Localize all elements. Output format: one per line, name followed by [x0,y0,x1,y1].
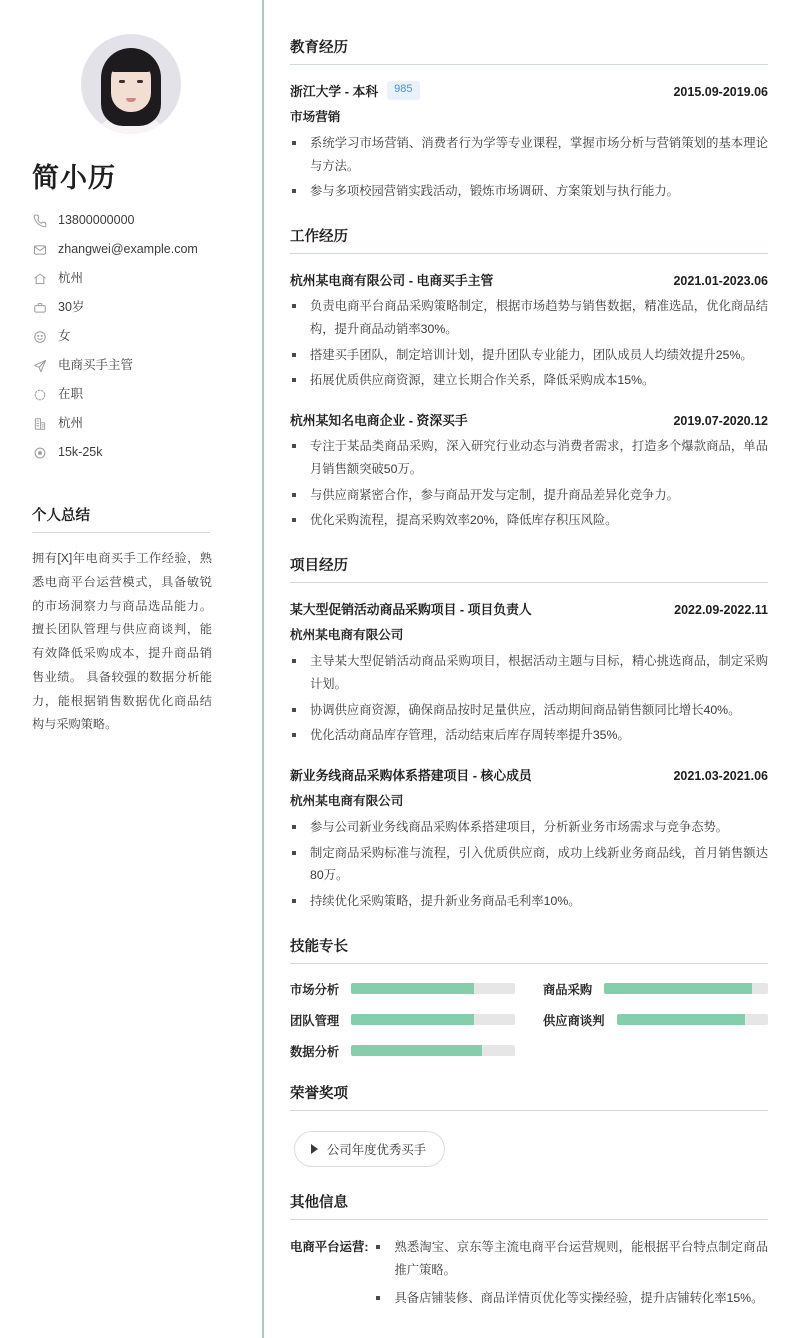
target-icon [32,445,47,460]
avatar-eye-left [119,80,125,83]
contact-value-location: 杭州 [58,271,84,285]
list-item: 搭建买手团队，制定培训计划，提升团队专业能力，团队成员人均绩效提升25%。 [290,344,768,367]
project-bullets [290,650,768,747]
skill-track [617,1014,769,1025]
work-title: 工作经历 [290,225,768,254]
project-name: 新业务线商品采购体系搭建项目 - 核心成员 [290,768,532,784]
skill-label: 市场分析 [290,982,340,997]
work-entry-head [290,410,768,429]
skill-row-product-purchasing [543,980,768,998]
list-item: 参与多项校园营销实践活动，锻炼市场调研、方案策划与执行能力。 [290,180,768,203]
refresh-icon [32,387,47,402]
project-entry-head [290,765,768,784]
skills-section [290,935,768,1060]
skill-label: 供应商谈判 [543,1013,605,1028]
work-bullets [290,435,768,532]
work-bullets [290,295,768,392]
work-position: 杭州某电商有限公司 - 电商买手主管 [290,273,494,289]
list-item: 制定商品采购标准与流程，引入优质供应商，成功上线新业务商品线，首月销售额达80万。 [290,842,768,887]
home-icon [32,271,47,286]
education-title: 教育经历 [290,36,768,65]
list-item: 优化采购流程，提高采购效率20%，降低库存积压风险。 [290,509,768,532]
contact-value-salary: 15k-25k [58,445,103,459]
contact-item-status [32,387,234,402]
skills-title: 技能专长 [290,935,768,964]
skill-label: 商品采购 [543,982,593,997]
work-entry [290,270,768,392]
project-entry [290,765,768,913]
sidebar [0,0,264,1338]
honor-tag[interactable] [294,1131,445,1167]
contact-item-location [32,271,234,286]
education-section [290,36,768,203]
skill-track [604,983,768,994]
contact-item-salary [32,445,234,460]
skill-row-data-analysis [290,1042,515,1060]
contact-item-phone [32,213,234,228]
avatar-eye-right [137,80,143,83]
list-item: 专注于某品类商品采购，深入研究行业动态与消费者需求，打造多个爆款商品，单品月销售额突破50万。 [290,435,768,480]
list-item: 主导某大型促销活动商品采购项目，根据活动主题与目标，精心挑选商品，制定采购计划。 [290,650,768,695]
list-item: 熟悉淘宝、京东等主流电商平台运营规则，能根据平台特点制定商品推广策略。 [374,1236,768,1281]
projects-title: 项目经历 [290,554,768,583]
skill-track [351,1014,515,1025]
skill-track [351,1045,515,1056]
list-item: 具备店铺装修、商品详情页优化等实操经验，提升店铺转化率15%。 [374,1287,768,1310]
envelope-icon [32,242,47,257]
list-item: 协调供应商资源，确保商品按时足量供应，活动期间商品销售额同比增长40%。 [290,699,768,722]
work-entry [290,410,768,532]
skill-track [351,983,515,994]
skill-fill [351,983,474,994]
building-icon [32,416,47,431]
work-position: 杭州某知名电商企业 - 资深买手 [290,413,468,429]
smiley-icon [32,329,47,344]
contact-value-email: zhangwei@example.com [58,242,198,256]
summary-text: 拥有[X]年电商买手工作经验，熟悉电商平台运营模式，具备敏锐的市场洞察力与商品选品能力。 擅长团队管理与供应商谈判，能有效降低采购成本，提升商品销售业绩。 具备较强的数据分析能力，能根据销售数据优化商品结构与采购策略。 [32,551,212,732]
education-school: 浙江大学 - 本科 [290,84,379,99]
avatar-fringe [109,54,153,72]
skills-grid [290,980,768,1060]
other-info-label: 电商平台运营: [290,1239,369,1254]
contact-value-status: 在职 [58,387,84,401]
contact-item-email [32,242,234,257]
list-item: 负责电商平台商品采购策略制定，根据市场趋势与销售数据，精准选品，优化商品结构，提升商品动销率30%。 [290,295,768,340]
skill-label: 数据分析 [290,1044,340,1059]
contact-item-position [32,358,234,373]
list-item: 参与公司新业务线商品采购体系搭建项目，分析新业务市场需求与竞争态势。 [290,816,768,839]
education-entry [290,81,768,203]
list-item: 与供应商紧密合作，参与商品开发与定制，提升商品差异化竞争力。 [290,484,768,507]
skill-fill [351,1045,482,1056]
other-info-title: 其他信息 [290,1191,768,1220]
project-name: 某大型促销活动商品采购项目 - 项目负责人 [290,602,532,618]
education-school-line [290,81,420,100]
other-info-group [290,1236,768,1316]
skill-row-supplier-negotiation [543,1011,768,1029]
contact-value-age: 30岁 [58,300,85,314]
status-badge: 985 [387,81,419,99]
contact-value-gender: 女 [58,329,71,343]
skill-fill [351,1014,474,1025]
work-date: 2021.01-2023.06 [673,274,768,289]
phone-icon [32,213,47,228]
project-company: 杭州某电商有限公司 [290,794,404,809]
education-major: 市场营销 [290,110,341,124]
work-date: 2019.07-2020.12 [673,414,768,429]
project-date: 2021.03-2021.06 [673,769,768,784]
skill-fill [604,983,751,994]
project-company: 杭州某电商有限公司 [290,628,404,643]
contact-list [32,213,234,460]
skill-label: 团队管理 [290,1013,340,1028]
list-item: 持续优化采购策略，提升新业务商品毛利率10%。 [290,890,768,913]
contact-item-city [32,416,234,431]
summary-section [32,504,234,737]
project-date: 2022.09-2022.11 [674,603,768,618]
summary-title: 个人总结 [32,504,210,533]
page-title: 简小历 [32,163,116,193]
skill-row-market-analysis [290,980,515,998]
avatar [81,34,181,134]
projects-section [290,554,768,913]
project-entry [290,599,768,747]
honors-section [290,1082,768,1169]
work-entry-head [290,270,768,289]
contact-value-city: 杭州 [58,416,84,430]
briefcase-icon [32,300,47,315]
avatar-wrapper [28,34,234,134]
list-item: 优化活动商品库存管理，活动结束后库存周转率提升35%。 [290,724,768,747]
contact-item-gender [32,329,234,344]
honor-label: 公司年度优秀买手 [327,1142,427,1157]
skill-fill [617,1014,746,1025]
contact-value-phone: 13800000000 [58,213,135,227]
other-info-section [290,1191,768,1316]
other-info-bullets [374,1236,768,1316]
education-entry-head [290,81,768,100]
paper-plane-icon [32,358,47,373]
list-item: 拓展优质供应商资源，建立长期合作关系，降低采购成本15%。 [290,369,768,392]
project-entry-head [290,599,768,618]
project-bullets [290,816,768,913]
education-date: 2015.09-2019.06 [673,85,768,99]
contact-item-age [32,300,234,315]
play-icon [311,1144,318,1154]
list-item: 系统学习市场营销、消费者行为学等专业课程，掌握市场分析与营销策划的基本理论与方法。 [290,132,768,177]
education-bullets [290,132,768,203]
skill-row-team-management [290,1011,515,1029]
honor-list [290,1127,768,1169]
contact-value-position: 电商买手主管 [58,358,134,372]
main-content [264,0,794,1338]
work-section [290,225,768,532]
honors-title: 荣誉奖项 [290,1082,768,1111]
